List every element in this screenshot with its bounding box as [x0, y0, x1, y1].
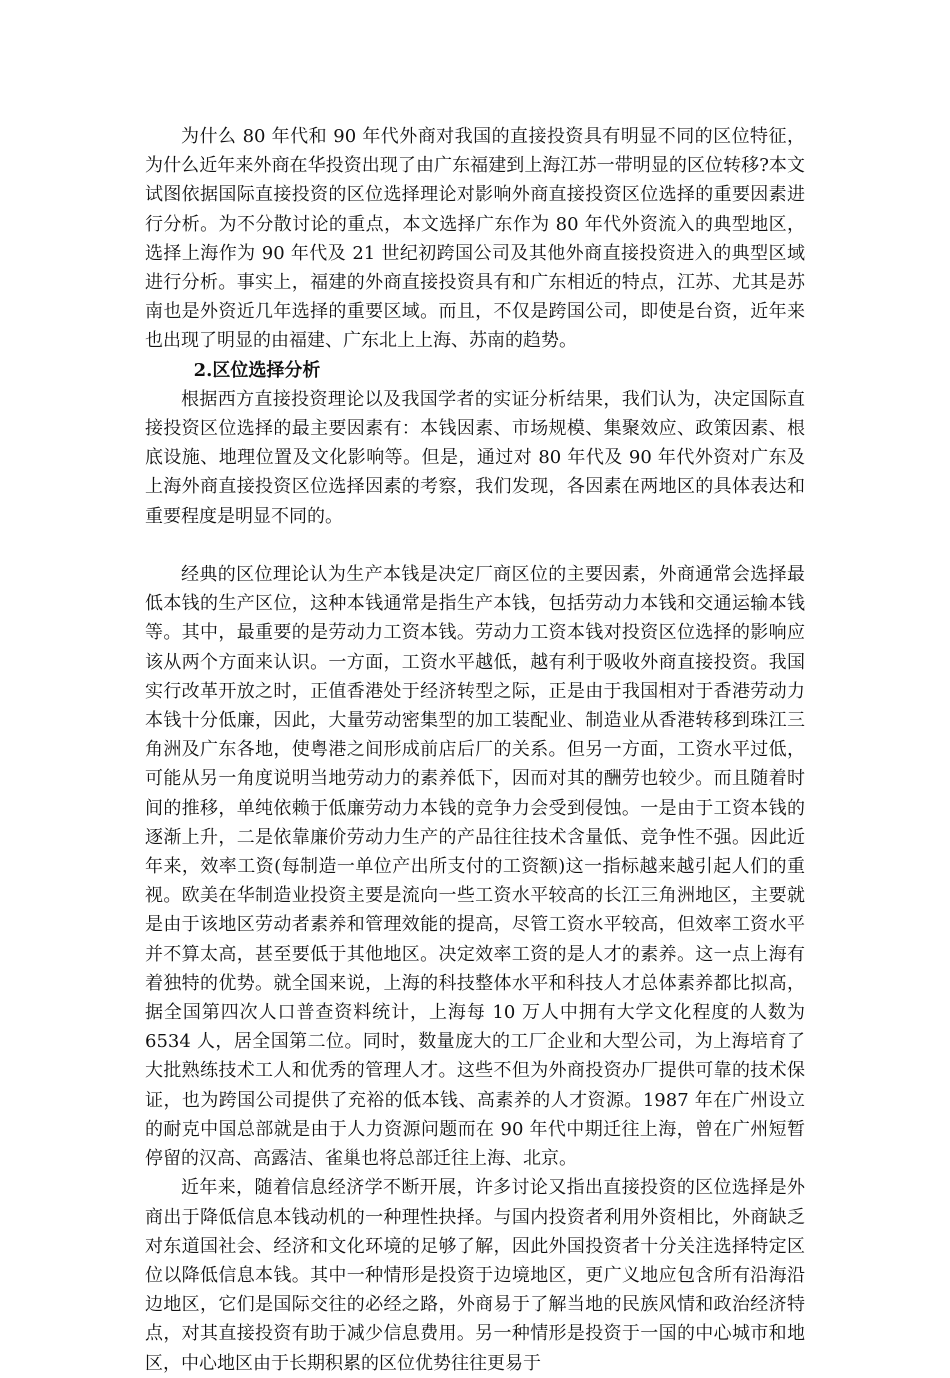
section-heading: 2.区位选择分析	[193, 359, 321, 381]
paragraph-intro: 为什么 80 年代和 90 年代外商对我国的直接投资具有明显不同的区位特征，为什么近年来外商在华投资出现了由广东福建到上海江苏一带明显的区位转移?本文试图依据国际直接投资的区位选择理论对影响外商直接投资区位选择的重要因素进行分析。为不分散讨论的重点，本文选择广东作为 80 年代外资流入的典型地区，选择上海作为 90 年代及 21 世纪初跨国公司及其他外商直接投资进入的典型区域进行分析。事实上，福建的外商直接投资具有和广东相近的特点，江苏、尤其是苏南也是外资近几年选择的重要区域。而且，不仅是跨国公司，即使是台资，近年来也出现了明显的由福建、广东北上上海、苏南的趋势。	[145, 126, 805, 352]
paragraph-production-cost: 经典的区位理论认为生产本钱是决定厂商区位的主要因素，外商通常会选择最低本钱的生产区位，这种本钱通常是指生产本钱，包括劳动力本钱和交通运输本钱等。其中，最重要的是劳动力工资本钱。劳动力工资本钱对投资区位选择的影响应该从两个方面来认识。一方面，工资水平越低，越有利于吸收外商直接投资。我国实行改革开放之时，正值香港处于经济转型之际，正是由于我国相对于香港劳动力本钱十分低廉，因此，大量劳动密集型的加工装配业、制造业从香港转移到珠江三角洲及广东各地，使粤港之间形成前店后厂的关系。但另一方面，工资水平过低，可能从另一角度说明当地劳动力的素养低下，因而对其的酬劳也较少。而且随着时间的推移，单纯依赖于低廉劳动力本钱的竞争力会受到侵蚀。一是由于工资本钱的逐渐上升，二是依靠廉价劳动力生产的产品往往技术含量低、竞争性不强。因此近年来，效率工资(每制造一单位产出所支付的工资额)这一指标越来越引起人们的重视。欧美在华制造业投资主要是流向一些工资水平较高的长江三角洲地区，主要就是由于该地区劳动者素养和管理效能的提高，尽管工资水平较高，但效率工资水平并不算太高，甚至要低于其他地区。决定效率工资的是人才的素养。这一点上海有着独特的优势。就全国来说，上海的科技整体水平和科技人才总体素养都比拟高，据全国第四次人口普查资料统计，上海每 10 万人中拥有大学文化程度的人数为 6534 人，居全国第二位。同时，数量庞大的工厂企业和大型公司，为上海培育了大批熟练技术工人和优秀的管理人才。这些不但为外商投资办厂提供可靠的技术保证，也为跨国公司提供了充裕的低本钱、高素养的人才资源。1987 年在广州设立的耐克中国总部就是由于人力资源问题而在 90 年代中期迁往上海，曾在广州短暂停留的汉高、高露洁、雀巢也将总部迁往上海、北京。	[145, 564, 805, 1170]
paragraph-spacer	[145, 531, 805, 560]
paragraph-information-cost: 近年来，随着信息经济学不断开展，许多讨论又指出直接投资的区位选择是外商出于降低信息本钱动机的一种理性抉择。与国内投资者利用外资相比，外商缺乏对东道国社会、经济和文化环境的足够了解，因此外国投资者十分关注选择特定区位以降低信息本钱。其中一种情形是投资于边境地区，更广义地应包含所有沿海沿边地区，它们是国际交往的必经之路，外商易于了解当地的民族风情和政治经济特点，对其直接投资有助于减少信息费用。另一种情形是投资于一国的中心城市和地区，中心地区由于长期积累的区位优势往往更易于	[145, 1177, 805, 1374]
paragraph-location-factors: 根据西方直接投资理论以及我国学者的实证分析结果，我们认为，决定国际直接投资区位选择的最主要因素有：本钱因素、市场规模、集聚效应、政策因素、根底设施、地理位置及文化影响等。但是，通过对 80 年代及 90 年代外资对广东及上海外商直接投资区位选择因素的考察，我们发现，各因素在两地区的具体表达和重要程度是明显不同的。	[145, 388, 805, 527]
document-page	[145, 122, 805, 1378]
